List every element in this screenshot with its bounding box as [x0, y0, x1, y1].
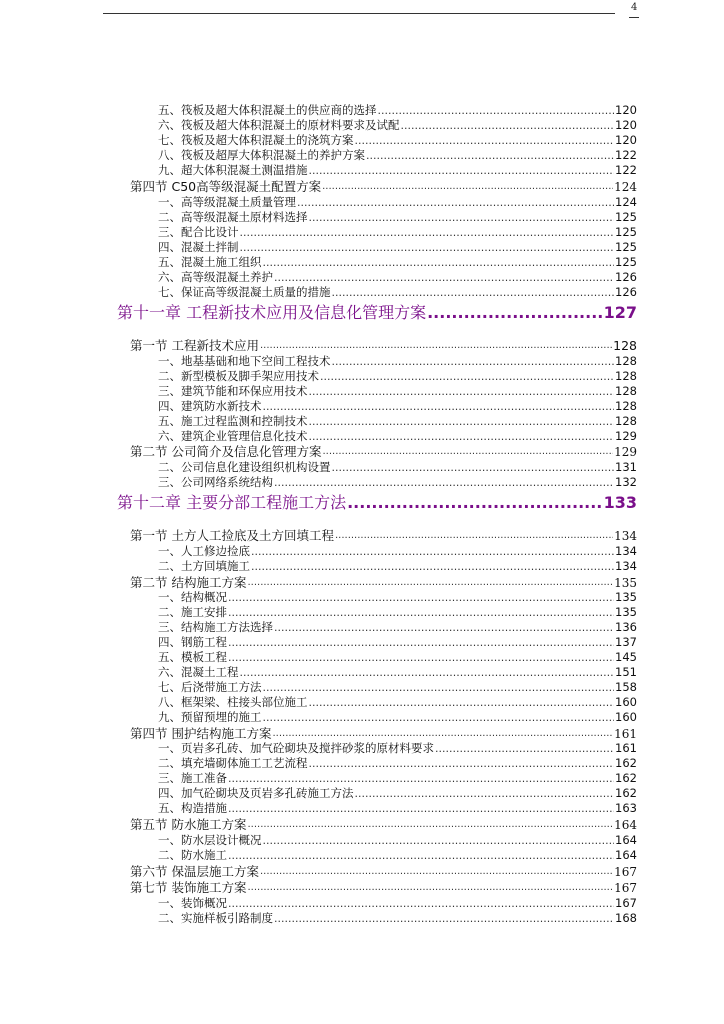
- toc-entry-page: 167: [615, 896, 637, 910]
- toc-entry-title: 三、配合比设计: [158, 225, 239, 239]
- dot-leader: [309, 756, 615, 771]
- dot-leader: [263, 710, 615, 725]
- toc-entry-title: 八、筏板及超厚大体积混凝土的养护方案: [158, 148, 365, 162]
- toc-entry-title: 四、加气砼砌块及页岩多孔砖施工方法: [158, 786, 354, 800]
- toc-entry-title: 四、混凝土拌制: [158, 240, 239, 254]
- toc-subsection-entry: [158, 559, 637, 574]
- toc-subsection-entry: [158, 771, 637, 786]
- toc-entry-title: 五、施工过程监测和控制技术: [158, 414, 308, 428]
- toc-entry-page: 160: [615, 710, 637, 724]
- dot-leader: [274, 911, 614, 926]
- toc-entry-title: 第十一章 工程新技术应用及信息化管理方案: [117, 303, 427, 322]
- toc-entry-title: 七、筏板及超大体积混凝土的浇筑方案: [158, 133, 354, 147]
- toc-entry-page: 161: [614, 727, 637, 741]
- toc-subsection-entry: [158, 590, 637, 605]
- toc-entry-page: 133: [603, 493, 637, 512]
- toc-entry-page: 162: [615, 786, 637, 800]
- toc-entry-page: 160: [615, 695, 637, 709]
- dot-leader: [263, 833, 615, 848]
- toc-subsection-entry: [158, 133, 637, 148]
- toc-entry-page: 122: [615, 148, 637, 162]
- toc-entry-page: 131: [615, 460, 637, 474]
- dot-leader: [401, 118, 615, 133]
- toc-entry-title: 二、公司信息化建设组织机构设置: [158, 460, 331, 474]
- page-number: 4: [631, 2, 638, 13]
- toc-entry-title: 第二节 公司简介及信息化管理方案: [130, 444, 322, 459]
- toc-section-entry: [130, 864, 637, 880]
- dot-leader: [309, 414, 615, 429]
- dot-leader: [332, 354, 615, 369]
- toc-subsection-entry: [158, 429, 637, 444]
- toc-entry-title: 三、施工准备: [158, 771, 227, 785]
- toc-entry-page: 145: [615, 650, 637, 664]
- toc-entry-title: 六、筏板及超大体积混凝土的原材料要求及试配: [158, 118, 400, 132]
- toc-entry-page: 135: [615, 590, 637, 604]
- toc-entry-page: 167: [614, 865, 637, 879]
- toc-entry-page: 128: [615, 414, 637, 428]
- toc-entry-title: 一、地基基础和地下空间工程技术: [158, 354, 331, 368]
- toc-subsection-entry: [158, 475, 637, 490]
- toc-subsection-entry: [158, 384, 637, 399]
- toc-entry-page: 128: [615, 399, 637, 413]
- toc-subsection-entry: [158, 680, 637, 695]
- toc-entry-page: 162: [615, 756, 637, 770]
- toc-section-entry: [130, 179, 637, 195]
- toc-entry-page: 128: [615, 384, 637, 398]
- dot-leader: [309, 210, 615, 225]
- dot-leader: [322, 444, 613, 460]
- toc-entry-title: 一、装饰概况: [158, 896, 227, 910]
- toc-entry-title: 一、高等级混凝土质量管理: [158, 195, 296, 209]
- toc-entry-page: 120: [615, 133, 637, 147]
- toc-entry-title: 九、预留预埋的施工: [158, 710, 262, 724]
- dot-leader: [320, 369, 614, 384]
- toc-subsection-entry: [158, 210, 637, 225]
- toc-entry-title: 一、页岩多孔砖、加气砼砌块及搅拌砂浆的原材料要求: [158, 741, 434, 755]
- toc-subsection-entry: [158, 650, 637, 665]
- toc-entry-page: 162: [615, 771, 637, 785]
- toc-entry-title: 四、建筑防水新技术: [158, 399, 262, 413]
- toc-section-entry: [130, 575, 637, 591]
- toc-entry-title: 五、构造措施: [158, 801, 227, 815]
- toc-entry-title: 二、新型模板及脚手架应用技术: [158, 369, 319, 383]
- toc-entry-title: 五、混凝土施工组织: [158, 255, 262, 269]
- toc-entry-title: 第一节 土方人工捡底及土方回填工程: [130, 528, 334, 543]
- dot-leader: [228, 650, 614, 665]
- toc-entry-title: 四、钢筋工程: [158, 635, 227, 649]
- dot-leader: [228, 896, 614, 911]
- dot-leader: [378, 103, 615, 118]
- toc-chapter-entry: [117, 493, 637, 513]
- toc-entry-title: 九、超大体积混凝土测温措施: [158, 163, 308, 177]
- dot-leader: [228, 848, 614, 863]
- toc-entry-page: 151: [615, 665, 637, 679]
- dot-leader: [355, 133, 615, 148]
- dot-leader: [274, 620, 614, 635]
- dot-leader: [247, 880, 613, 896]
- toc-entry-page: 134: [615, 544, 637, 558]
- toc-entry-title: 第二节 结构施工方案: [130, 575, 247, 590]
- toc-entry-title: 一、结构概况: [158, 590, 227, 604]
- dot-leader: [427, 303, 603, 323]
- dot-leader: [228, 605, 614, 620]
- toc-subsection-entry: [158, 195, 637, 210]
- toc-subsection-entry: [158, 801, 637, 816]
- dot-leader: [240, 665, 615, 680]
- toc-entry-title: 五、筏板及超大体积混凝土的供应商的选择: [158, 103, 377, 117]
- dot-leader: [240, 225, 615, 240]
- toc-subsection-entry: [158, 369, 637, 384]
- toc-section-entry: [130, 880, 637, 896]
- dot-leader: [322, 179, 613, 195]
- dot-leader: [332, 460, 615, 475]
- toc-entry-title: 三、公司网络系统结构: [158, 475, 273, 489]
- toc-entry-page: 135: [614, 576, 637, 590]
- toc-subsection-entry: [158, 605, 637, 620]
- toc-entry-title: 六、混凝土工程: [158, 665, 239, 679]
- dot-leader: [332, 285, 615, 300]
- toc-subsection-entry: [158, 255, 637, 270]
- toc-section-entry: [130, 338, 637, 354]
- toc-entry-title: 六、高等级混凝土养护: [158, 270, 273, 284]
- toc-entry-page: 128: [615, 354, 637, 368]
- toc-subsection-entry: [158, 460, 637, 475]
- toc-subsection-entry: [158, 741, 637, 756]
- toc-entry-title: 二、填充墙砌体施工工艺流程: [158, 756, 308, 770]
- toc-subsection-entry: [158, 240, 637, 255]
- dot-leader: [228, 590, 614, 605]
- toc-entry-page: 167: [614, 881, 637, 895]
- dot-leader: [240, 240, 615, 255]
- toc-entry-page: 120: [615, 103, 637, 117]
- dot-leader: [309, 695, 615, 710]
- toc-entry-page: 161: [615, 741, 637, 755]
- toc-entry-title: 二、防水施工: [158, 848, 227, 862]
- dot-leader: [347, 493, 603, 513]
- toc-section-entry: [130, 726, 637, 742]
- toc-subsection-entry: [158, 833, 637, 848]
- toc-entry-title: 第十二章 主要分部工程施工方法: [117, 493, 347, 512]
- toc-entry-title: 二、施工安排: [158, 605, 227, 619]
- dot-leader: [263, 680, 615, 695]
- toc-entry-page: 128: [615, 369, 637, 383]
- toc-entry-title: 七、后浇带施工方法: [158, 680, 262, 694]
- toc-chapter-entry: [117, 303, 637, 323]
- dot-leader: [260, 864, 613, 880]
- toc-entry-page: 164: [615, 848, 637, 862]
- toc-section-entry: [130, 444, 637, 460]
- toc-entry-page: 137: [615, 635, 637, 649]
- dot-leader: [247, 575, 613, 591]
- dot-leader: [335, 528, 613, 544]
- toc-subsection-entry: [158, 665, 637, 680]
- toc-entry-title: 一、人工修边捡底: [158, 544, 250, 558]
- toc-entry-page: 129: [614, 445, 637, 459]
- dot-leader: [263, 255, 615, 270]
- toc-subsection-entry: [158, 148, 637, 163]
- toc-subsection-entry: [158, 414, 637, 429]
- toc-entry-title: 第四节 C50高等级混凝土配置方案: [130, 179, 322, 194]
- toc-subsection-entry: [158, 103, 637, 118]
- toc-section-entry: [130, 817, 637, 833]
- dot-leader: [228, 635, 614, 650]
- dot-leader: [251, 544, 614, 559]
- dot-leader: [251, 559, 614, 574]
- dot-leader: [435, 741, 614, 756]
- toc-entry-page: 132: [615, 475, 637, 489]
- toc-entry-page: 125: [615, 255, 637, 269]
- toc-entry-title: 七、保证高等级混凝土质量的措施: [158, 285, 331, 299]
- toc-subsection-entry: [158, 695, 637, 710]
- toc-entry-page: 135: [615, 605, 637, 619]
- toc-section-entry: [130, 528, 637, 544]
- toc-entry-page: 120: [615, 118, 637, 132]
- toc-entry-title: 六、建筑企业管理信息化技术: [158, 429, 308, 443]
- toc-subsection-entry: [158, 163, 637, 178]
- toc-entry-title: 三、建筑节能和环保应用技术: [158, 384, 308, 398]
- toc-entry-page: 134: [615, 559, 637, 573]
- dot-leader: [228, 801, 614, 816]
- toc-subsection-entry: [158, 118, 637, 133]
- toc-entry-title: 二、实施样板引路制度: [158, 911, 273, 925]
- toc-entry-page: 158: [615, 680, 637, 694]
- header-rule: [103, 13, 615, 14]
- dot-leader: [309, 429, 615, 444]
- toc-subsection-entry: [158, 285, 637, 300]
- toc-subsection-entry: [158, 896, 637, 911]
- toc-entry-page: 134: [614, 529, 637, 543]
- toc-entry-page: 124: [614, 180, 637, 194]
- dot-leader: [228, 771, 614, 786]
- toc-entry-page: 128: [613, 338, 637, 353]
- toc-entry-page: 164: [614, 818, 637, 832]
- toc-entry-title: 第四节 围护结构施工方案: [130, 726, 272, 741]
- toc-entry-title: 八、框架梁、柱接头部位施工: [158, 695, 308, 709]
- toc-subsection-entry: [158, 620, 637, 635]
- dot-leader: [263, 399, 615, 414]
- toc-subsection-entry: [158, 786, 637, 801]
- dot-leader: [260, 338, 612, 354]
- toc-subsection-entry: [158, 225, 637, 240]
- toc-subsection-entry: [158, 635, 637, 650]
- toc-subsection-entry: [158, 911, 637, 926]
- toc-subsection-entry: [158, 270, 637, 285]
- toc-entry-page: 127: [603, 303, 637, 322]
- dot-leader: [247, 817, 613, 833]
- toc-entry-page: 126: [615, 270, 637, 284]
- toc-entry-title: 五、模板工程: [158, 650, 227, 664]
- dot-leader: [297, 195, 614, 210]
- toc-entry-page: 125: [615, 210, 637, 224]
- toc-entry-title: 第六节 保温层施工方案: [130, 864, 259, 879]
- toc-entry-page: 125: [615, 240, 637, 254]
- toc-entry-page: 122: [615, 163, 637, 177]
- dot-leader: [366, 148, 614, 163]
- toc-entry-title: 第一节 工程新技术应用: [130, 338, 259, 353]
- toc-entry-page: 164: [615, 833, 637, 847]
- toc-entry-page: 168: [615, 911, 637, 925]
- toc-subsection-entry: [158, 354, 637, 369]
- toc-entry-page: 124: [615, 195, 637, 209]
- toc-entry-page: 125: [615, 225, 637, 239]
- toc-subsection-entry: [158, 399, 637, 414]
- toc-entry-title: 第五节 防水施工方案: [130, 817, 247, 832]
- dot-leader: [274, 475, 614, 490]
- toc-entry-title: 第七节 装饰施工方案: [130, 880, 247, 895]
- dot-leader: [309, 163, 615, 178]
- toc-entry-title: 二、高等级混凝土原材料选择: [158, 210, 308, 224]
- toc-subsection-entry: [158, 544, 637, 559]
- toc-entry-page: 163: [615, 801, 637, 815]
- dot-leader: [274, 270, 614, 285]
- toc-entry-title: 三、结构施工方法选择: [158, 620, 273, 634]
- toc-entry-page: 129: [615, 429, 637, 443]
- toc-subsection-entry: [158, 756, 637, 771]
- toc-entry-page: 126: [615, 285, 637, 299]
- toc-entry-title: 一、防水层设计概况: [158, 833, 262, 847]
- toc-entry-page: 136: [615, 620, 637, 634]
- toc-entry-title: 二、土方回填施工: [158, 559, 250, 573]
- dot-leader: [309, 384, 615, 399]
- toc-subsection-entry: [158, 710, 637, 725]
- dot-leader: [355, 786, 615, 801]
- toc-subsection-entry: [158, 848, 637, 863]
- dot-leader: [272, 726, 613, 742]
